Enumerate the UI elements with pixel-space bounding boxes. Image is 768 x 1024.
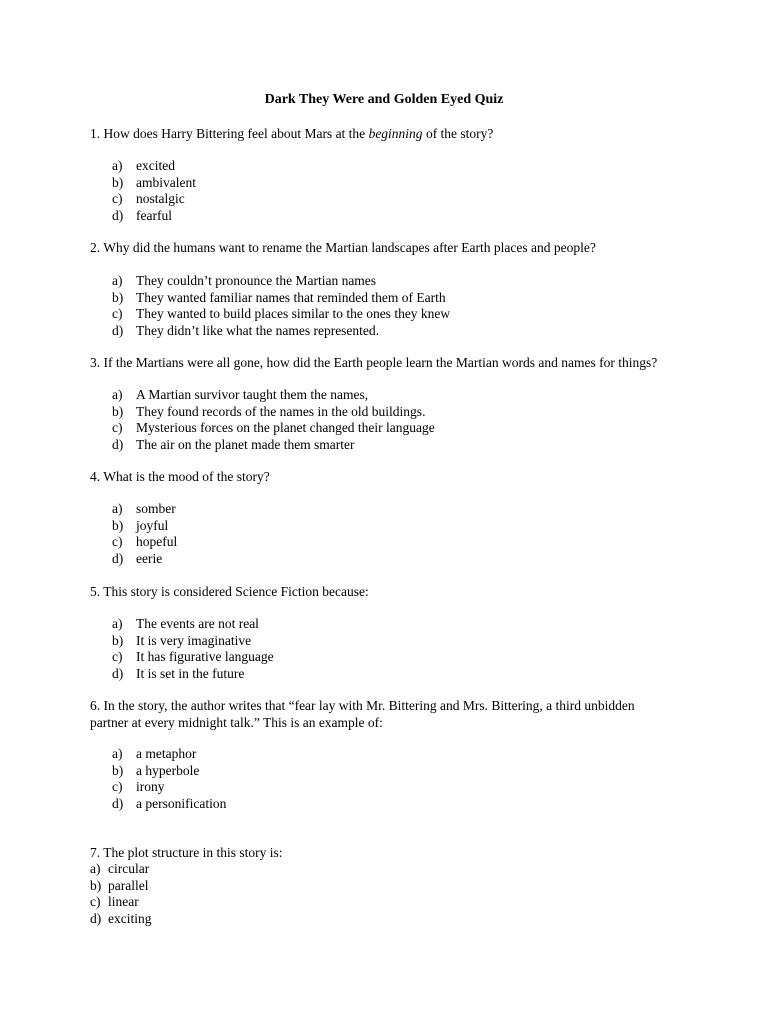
option-c: c) Mysterious forces on the planet changed their language	[112, 420, 435, 435]
page-title: Dark They Were and Golden Eyed Quiz	[264, 92, 504, 107]
question-5	[90, 584, 690, 601]
question-6	[90, 698, 740, 731]
option-c: c) irony	[112, 779, 165, 794]
question-6-options	[112, 746, 226, 812]
option-a: a) circular	[90, 861, 150, 876]
option-b: b) a hyperbole	[112, 762, 200, 778]
option-a: a) excited	[112, 158, 175, 173]
question-7-options	[90, 861, 152, 927]
question-number: 1.	[90, 126, 101, 141]
question-text: What is the mood of the story?	[103, 469, 270, 484]
option-c: c) It has figurative language	[112, 649, 274, 664]
question-text-start: How does Harry Bittering feel about Mars at the	[103, 126, 369, 141]
question-4	[90, 469, 690, 486]
option-a: a) A Martian survivor taught them the names,	[112, 387, 369, 402]
question-line-1	[90, 698, 740, 715]
option-c: c) They wanted to build places similar to the ones they knew	[112, 306, 451, 321]
option-b: b) ambivalent	[112, 174, 196, 190]
question-5-options	[112, 616, 274, 682]
question-number: 6.	[90, 698, 101, 713]
option-a: a) They couldn’t pronounce the Martian names	[112, 273, 377, 288]
option-d: d) exciting	[90, 910, 152, 926]
option-a: a) somber	[112, 501, 176, 516]
option-c: c) linear	[90, 894, 139, 909]
option-c: c) hopeful	[112, 534, 178, 549]
question-2	[90, 240, 690, 257]
option-a: a) The events are not real	[112, 616, 259, 631]
option-d: d) They didn’t like what the names represented.	[112, 322, 380, 338]
option-d: d) It is set in the future	[112, 665, 245, 681]
question-1-options	[112, 158, 196, 224]
option-d: d) a personification	[112, 795, 227, 811]
option-b: b) They wanted familiar names that reminded them of Earth	[112, 289, 446, 305]
question-text: This story is considered Science Fiction because:	[103, 584, 369, 599]
question-3	[90, 355, 730, 372]
option-b: b) parallel	[90, 877, 149, 893]
option-b: b) They found records of the names in the old buildings.	[112, 403, 426, 419]
question-text-emphasis: beginning	[368, 126, 423, 141]
question-number: 5.	[90, 584, 101, 599]
option-d: d) fearful	[112, 207, 172, 223]
question-7	[90, 845, 690, 862]
option-a: a) a metaphor	[112, 746, 197, 761]
question-text-end: of the story?	[422, 126, 494, 141]
question-number: 2.	[90, 240, 101, 255]
option-b: b) joyful	[112, 517, 169, 533]
question-number: 4.	[90, 469, 101, 484]
question-3-options	[112, 387, 435, 453]
question-text: If the Martians were all gone, how did the Earth people learn the Martian words and names for things?	[103, 355, 658, 370]
question-2-options	[112, 273, 450, 339]
question-number: 7.	[90, 845, 101, 860]
option-d: d) eerie	[112, 550, 163, 566]
option-c: c) nostalgic	[112, 191, 185, 206]
question-text: The plot structure in this story is:	[100, 845, 283, 860]
question-text-line-1: In the story, the author writes that “fear lay with Mr. Bittering and Mrs. Bittering, a third unbidden	[103, 698, 635, 713]
question-1	[90, 126, 690, 143]
question-number: 3.	[90, 355, 101, 370]
question-text: Why did the humans want to rename the Martian landscapes after Earth places and people?	[103, 240, 596, 255]
question-4-options	[112, 501, 177, 567]
option-d: d) The air on the planet made them smarter	[112, 436, 355, 452]
option-b: b) It is very imaginative	[112, 632, 252, 648]
question-text-line-2: partner at every midnight talk.” This is an example of:	[90, 714, 383, 730]
